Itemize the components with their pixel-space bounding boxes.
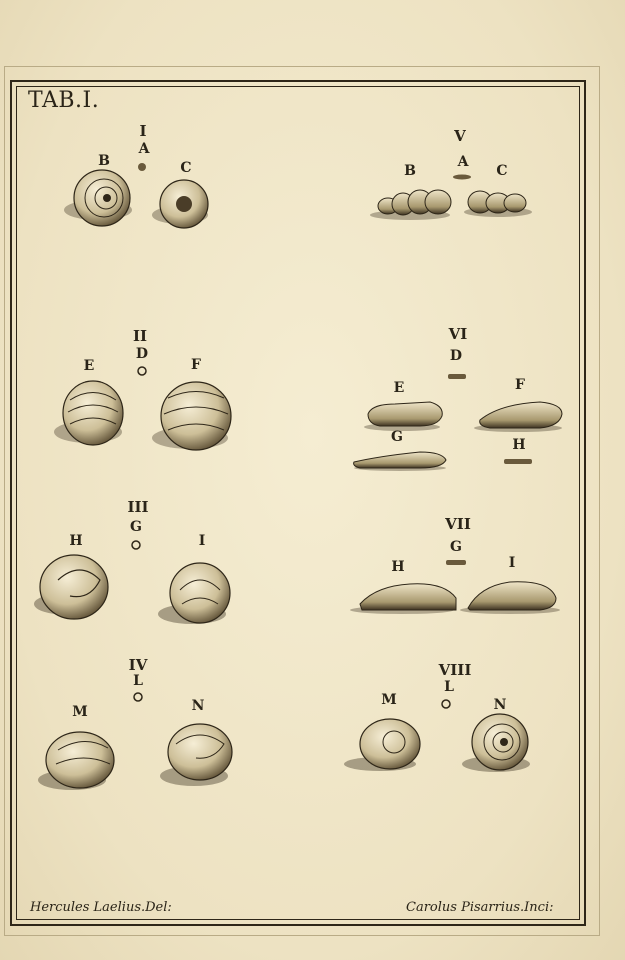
shell-5a xyxy=(453,175,471,180)
group-1-small-label: A xyxy=(138,141,150,157)
draughtsman-credit: Hercules Laelius.Del: xyxy=(30,900,172,915)
shell-8l xyxy=(442,700,450,708)
shell-group-7 xyxy=(350,560,560,614)
shell-7h xyxy=(360,584,456,610)
group-4-numeral: IV xyxy=(128,656,148,674)
shell-7i xyxy=(468,582,556,610)
group-3-numeral: III xyxy=(127,498,149,516)
group-5-small-label: A xyxy=(457,154,469,170)
shell-6g xyxy=(354,452,446,468)
group-2-numeral: II xyxy=(132,327,148,345)
group-7-right-label: I xyxy=(508,555,516,571)
shell-3h xyxy=(40,555,108,619)
shell-5b xyxy=(378,190,451,215)
shell-4m xyxy=(46,732,114,788)
shell-6h xyxy=(504,459,532,464)
group-4-left-label: M xyxy=(72,704,88,720)
group-1-left-label: B xyxy=(98,153,110,169)
group-5-left-label: B xyxy=(404,163,416,179)
shell-6f xyxy=(480,402,562,428)
group-6-lower-left-label: G xyxy=(391,429,403,445)
shell-3g xyxy=(132,541,140,549)
group-2-left-label: E xyxy=(83,358,95,374)
group-3-left-label: H xyxy=(69,533,83,549)
shell-3i xyxy=(170,563,230,623)
group-7-small-label: G xyxy=(450,539,462,555)
shell-6d xyxy=(448,374,466,379)
shell-5c xyxy=(468,191,526,213)
group-3-right-label: I xyxy=(198,533,206,549)
shell-6e xyxy=(368,402,442,426)
group-5-numeral: V xyxy=(454,127,466,145)
group-2-right-label: F xyxy=(191,357,201,373)
shell-group-3 xyxy=(34,541,230,624)
group-2-small-label: D xyxy=(135,346,149,362)
group-7-left-label: H xyxy=(391,559,405,575)
shell-7g xyxy=(446,560,466,565)
group-8-numeral: VIII xyxy=(438,661,472,679)
shell-group-2 xyxy=(54,367,231,450)
group-6-lower-right-label: H xyxy=(512,437,526,453)
group-8-left-label: M xyxy=(381,692,397,708)
group-8-right-label: N xyxy=(493,697,507,713)
shell-4n xyxy=(168,724,232,780)
shell-2e xyxy=(63,381,123,445)
shell-1a xyxy=(138,163,146,171)
group-4-small-label: L xyxy=(133,673,143,689)
shell-8m xyxy=(360,719,420,769)
plate-title: TAB.I. xyxy=(28,88,100,113)
group-4-right-label: N xyxy=(191,698,205,714)
group-6-right-label: F xyxy=(515,377,525,393)
group-1-numeral: I xyxy=(139,122,147,140)
group-1-right-label: C xyxy=(180,160,192,176)
group-5-right-label: C xyxy=(496,163,508,179)
group-7-numeral: VII xyxy=(445,515,471,533)
shell-group-6 xyxy=(354,374,562,471)
group-6-small-label: D xyxy=(449,348,463,364)
shell-2d xyxy=(138,367,146,375)
group-6-numeral: VI xyxy=(448,325,468,343)
shell-4l xyxy=(134,693,142,701)
shell-group-5 xyxy=(370,175,532,221)
engraver-credit: Carolus Pisarrius.Inci: xyxy=(406,900,554,915)
shell-2f xyxy=(161,382,231,450)
shell-1b xyxy=(74,170,130,226)
group-6-left-label: E xyxy=(393,380,405,396)
group-8-small-label: L xyxy=(444,679,454,695)
group-3-small-label: G xyxy=(130,519,142,535)
